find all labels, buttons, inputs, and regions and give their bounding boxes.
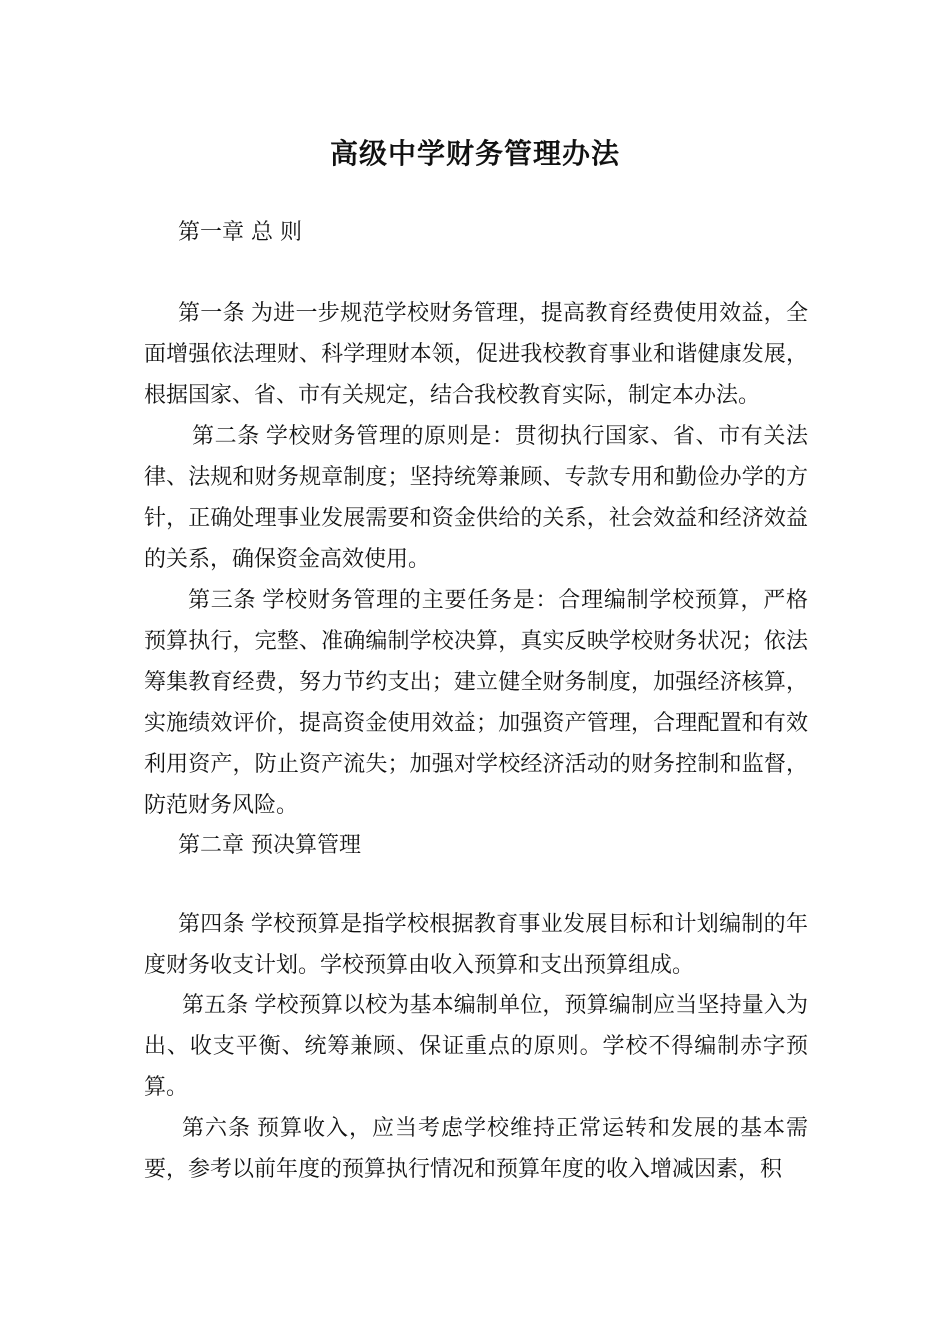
article-text: 学校财务管理的主要任务是：合理编制学校预算，严格预算执行，完整、准确编制学校决算，真实反映学校财务状况；依法筹集教育经费，努力节约支出；建立健全财务制度，加强经济核算，实施绩效评价，提高资金使用效益；加强资产管理，合理配置和有效利用资产，防止资产流失；加强对学校经济活动的财务控制和监督，防范财务风险。 [144,588,808,818]
article-number: 第六条 [182,1116,251,1141]
chapter-heading-2: 第二章 预决算管理 [178,833,361,858]
article-2 [144,416,808,580]
chapter-heading-1: 第一章 总 则 [178,220,302,245]
article-text: 为进一步规范学校财务管理，提高教育经费使用效益，全面增强依法理财、科学理财本领，促进我校教育事业和谐健康发展，根据国家、省、市有关规定，结合我校教育实际，制定本办法。 [144,301,808,408]
article-1 [144,293,808,416]
article-text: 预算收入，应当考虑学校维持正常运转和发展的基本需要，参考以前年度的预算执行情况和预算年度的收入增减因素，积 [144,1116,808,1182]
article-number: 第五条 [182,993,249,1018]
article-5 [144,985,808,1108]
article-text: 学校预算是指学校根据教育事业发展目标和计划编制的年度财务收支计划。学校预算由收入预算和支出预算组成。 [144,912,808,978]
article-6 [144,1108,808,1190]
article-text: 学校财务管理的原则是：贯彻执行国家、省、市有关法律、法规和财务规章制度；坚持统筹兼顾、专款专用和勤俭办学的方针，正确处理事业发展需要和资金供给的关系，社会效益和经济效益的关系，确保资金高效使用。 [144,424,808,572]
article-number: 第四条 [178,912,245,937]
article-3 [144,580,808,826]
document-title: 高级中学财务管理办法 [329,137,620,170]
article-text: 学校预算以校为基本编制单位，预算编制应当坚持量入为出、收支平衡、统筹兼顾、保证重点的原则。学校不得编制赤字预算。 [144,993,808,1100]
article-4 [144,904,808,986]
article-number: 第二条 [192,424,260,449]
article-number: 第三条 [188,588,257,613]
article-number: 第一条 [178,301,245,326]
